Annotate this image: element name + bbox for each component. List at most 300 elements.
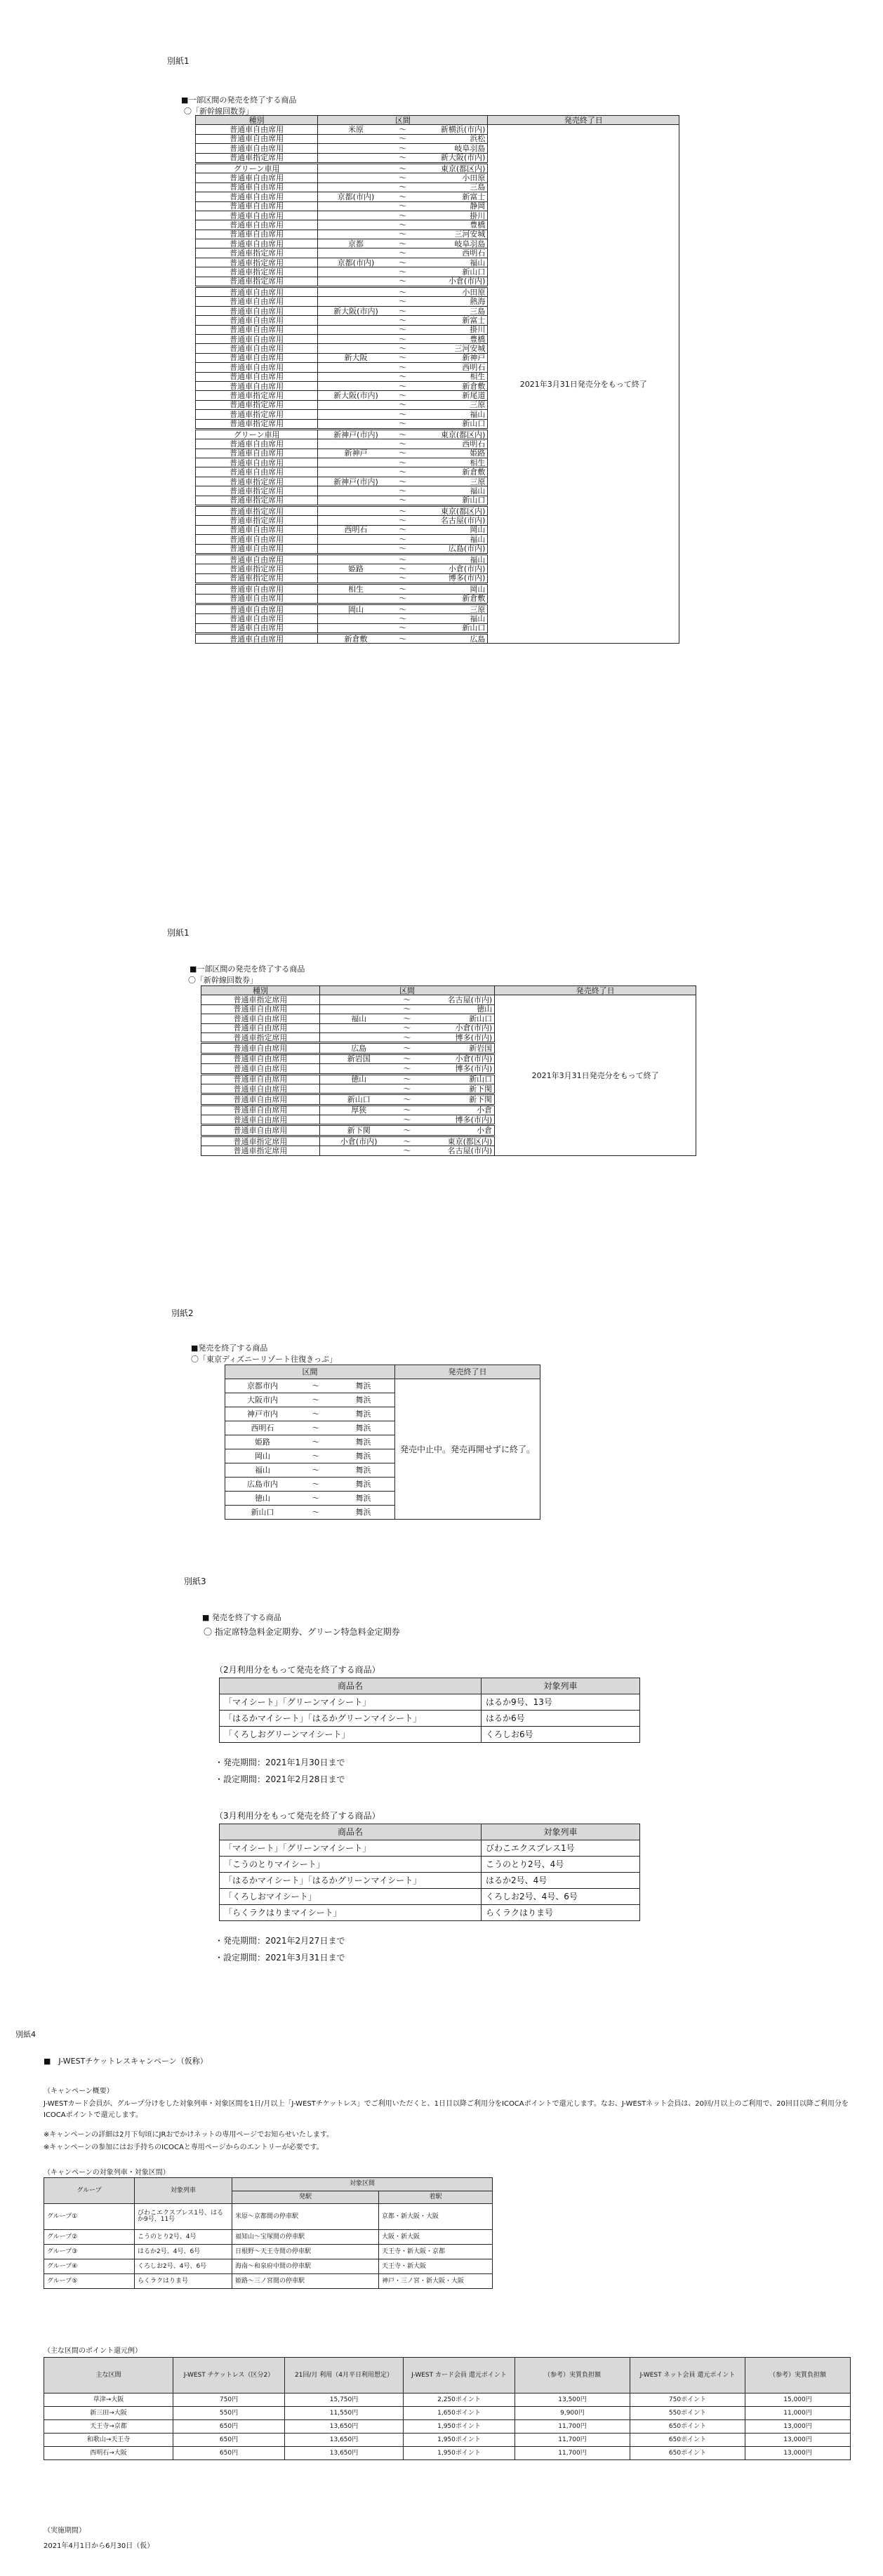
mar-title: （3月利用分をもって発売を終了する商品） (215, 1811, 380, 1821)
annex1a-label: 別紙1 (167, 56, 190, 66)
tilde-cell: ～ (394, 287, 412, 297)
from-cell (318, 211, 394, 220)
from-cell (318, 381, 394, 390)
points-title: （主な区間のポイント還元例） (44, 2347, 142, 2355)
col-to: 着駅 (379, 2191, 493, 2204)
tilde-cell: ～ (300, 1492, 332, 1506)
to-cell: 西明石 (412, 363, 488, 372)
tilde-cell: ～ (394, 248, 412, 258)
from-cell: 姫路 (225, 1435, 300, 1449)
from-cell (318, 297, 394, 306)
from-cell (318, 248, 394, 258)
tilde-cell: ～ (394, 372, 412, 381)
ticketless-cell: 650円 (173, 2434, 285, 2447)
from-cell (319, 1115, 397, 1125)
to-cell: 掛川 (412, 325, 488, 334)
from-cell: 福山 (319, 1014, 397, 1023)
to-cell: 小田原 (412, 173, 488, 182)
from-cell: 新神戸(市内) (318, 477, 394, 486)
net-ref-cell: 13,000円 (745, 2434, 851, 2447)
feb-table-body (220, 1694, 640, 1743)
tilde-cell: ～ (394, 516, 412, 525)
type-cell: 普通車指定席用 (196, 248, 318, 258)
to-cell: 博多(市内) (417, 1115, 495, 1125)
table-row (44, 2447, 851, 2460)
from-cell: 米原～京都間の停車駅 (232, 2204, 379, 2230)
to-cell: 東京(都区内) (412, 163, 488, 173)
monthly-cell: 15,750円 (285, 2394, 404, 2407)
to-cell: 小倉(市内) (412, 277, 488, 286)
net-ref-cell: 13,000円 (745, 2420, 851, 2434)
col-product: 商品名 (220, 1678, 482, 1694)
to-cell: 舞浜 (332, 1379, 395, 1393)
to-cell: 新横浜(市内) (412, 125, 488, 134)
annex2-sub: 〇「東京ディズニーリゾート往復きっぷ」 (191, 1355, 338, 1364)
annex1b-heading: ■一部区間の発売を終了する商品 (190, 964, 305, 974)
table-row (44, 2420, 851, 2434)
group-cell: グループ⑤ (44, 2274, 135, 2289)
from-cell (318, 554, 394, 564)
net-points-cell: 650ポイント (630, 2434, 745, 2447)
type-cell: 普通車自由席用 (201, 1074, 320, 1084)
group-cell: グループ④ (44, 2259, 135, 2274)
from-cell (318, 623, 394, 633)
groups-table (44, 2177, 493, 2289)
to-cell: 舞浜 (332, 1435, 395, 1449)
type-cell: 普通車自由席用 (196, 192, 318, 201)
trains-cell: くろしお2号、4号、6号 (482, 1889, 640, 1905)
type-cell: 普通車指定席用 (196, 573, 318, 583)
from-cell: 新大阪(市内) (318, 391, 394, 400)
to-cell: 名古屋(市内) (417, 1146, 495, 1155)
period-text: 2021年4月1日から6月30日（仮） (44, 2542, 154, 2550)
type-cell: 普通車自由席用 (201, 1064, 320, 1074)
feb-title: （2月利用分をもって発売を終了する商品） (215, 1665, 380, 1675)
from-cell (318, 173, 394, 182)
to-cell: 新岩国 (417, 1043, 495, 1054)
tilde-cell: ～ (398, 1014, 417, 1023)
card-points-cell: 1,650ポイント (404, 2407, 515, 2420)
type-cell: 普通車指定席用 (196, 477, 318, 486)
to-cell: 小倉(市内) (417, 1054, 495, 1063)
type-cell: 普通車指定席用 (201, 1146, 320, 1155)
from-cell (318, 594, 394, 604)
tilde-cell: ～ (300, 1421, 332, 1435)
col-net-points: J-WEST ネット会員 還元ポイント (630, 2358, 745, 2394)
tilde-cell: ～ (394, 344, 412, 353)
to-cell: 神戸・三ノ宮・新大阪・大阪 (379, 2274, 493, 2289)
type-cell: 普通車自由席用 (201, 1043, 320, 1054)
annex4-heading: ■ J-WESTチケットレスキャンペーン（仮称） (44, 2057, 208, 2066)
points-table-body (44, 2394, 851, 2460)
tilde-cell: ～ (394, 182, 412, 192)
tilde-cell: ～ (394, 467, 412, 477)
col-card-points: J-WEST カード会員 還元ポイント (404, 2358, 515, 2394)
net-points-cell: 550ポイント (630, 2407, 745, 2420)
col-trains: 対象列車 (482, 1824, 640, 1840)
type-cell: 普通車指定席用 (196, 516, 318, 525)
tilde-cell: ～ (300, 1379, 332, 1393)
col-group: グループ (44, 2178, 135, 2204)
tilde-cell: ～ (394, 429, 412, 439)
from-cell (318, 220, 394, 230)
to-cell: 博多(市内) (417, 1064, 495, 1074)
mar-table-body (220, 1840, 640, 1921)
to-cell: 豊橋 (412, 334, 488, 343)
table-row (44, 2394, 851, 2407)
net-points-cell: 650ポイント (630, 2420, 745, 2434)
to-cell: 西明石 (412, 439, 488, 449)
feb-note-set: ・設定期間：2021年2月28日まで (215, 1774, 345, 1784)
from-cell: 京都(市内) (318, 258, 394, 267)
to-cell: 舞浜 (332, 1463, 395, 1478)
tilde-cell: ～ (394, 594, 412, 604)
to-cell: 新倉敷 (412, 467, 488, 477)
to-cell: 小倉(市内) (412, 564, 488, 573)
from-cell: 日根野～天王寺間の停車駅 (232, 2245, 379, 2259)
type-cell: 普通車指定席用 (196, 258, 318, 267)
type-cell: 普通車自由席用 (196, 182, 318, 192)
annex2-label: 別紙2 (171, 1308, 194, 1318)
tilde-cell: ～ (394, 506, 412, 516)
tilde-cell: ～ (394, 496, 412, 505)
tilde-cell: ～ (398, 1136, 417, 1146)
type-cell: 普通車自由席用 (196, 334, 318, 343)
type-cell: 普通車自由席用 (196, 239, 318, 248)
col-section: 区間 (319, 986, 494, 995)
to-cell: 東京(都区内) (412, 506, 488, 516)
to-cell: 岡山 (412, 525, 488, 534)
annex4-label: 別紙4 (15, 2030, 36, 2039)
tilde-cell: ～ (394, 525, 412, 534)
type-cell: 普通車自由席用 (196, 287, 318, 297)
type-cell: グリーン車用 (196, 163, 318, 173)
tilde-cell: ～ (394, 316, 412, 325)
from-cell: 姫路 (318, 564, 394, 573)
annex2-table-body (225, 1379, 540, 1520)
points-table (44, 2357, 851, 2460)
tilde-cell: ～ (398, 1054, 417, 1063)
from-cell (318, 458, 394, 467)
to-cell: 三河安城 (412, 230, 488, 239)
tilde-cell: ～ (398, 1074, 417, 1084)
to-cell: 舞浜 (332, 1506, 395, 1520)
tilde-cell: ～ (398, 1033, 417, 1042)
type-cell: 普通車自由席用 (196, 316, 318, 325)
card-ref-cell: 11,700円 (515, 2434, 630, 2447)
col-sections: 対象区間 (232, 2178, 493, 2191)
tilde-cell: ～ (394, 277, 412, 286)
from-cell (318, 372, 394, 381)
monthly-cell: 11,550円 (285, 2407, 404, 2420)
product-cell: 「マイシート」「グリーンマイシート」 (220, 1694, 482, 1711)
tilde-cell: ～ (394, 439, 412, 449)
col-type: 種別 (201, 986, 320, 995)
from-cell: 小倉(市内) (319, 1136, 397, 1146)
to-cell: 福山 (412, 410, 488, 419)
from-cell (318, 614, 394, 623)
overview-note-1: ※キャンペーンの詳細は2月下旬頃にJRおでかけネットの専用ページでお知らせいたします。 (44, 2131, 334, 2139)
type-cell: 普通車自由席用 (196, 306, 318, 315)
table-row (44, 2259, 493, 2274)
net-points-cell: 650ポイント (630, 2447, 745, 2460)
from-cell (318, 506, 394, 516)
from-cell: 新大阪(市内) (318, 306, 394, 315)
to-cell: 新山口 (412, 623, 488, 633)
groups-title: （キャンペーンの対象列車・対象区間） (44, 2169, 170, 2177)
tilde-cell: ～ (394, 458, 412, 467)
from-cell: 相生 (318, 584, 394, 594)
product-cell: 「はるかマイシート」「はるかグリーンマイシート」 (220, 1711, 482, 1727)
trains-cell: びわこエクスプレス1号、はるか9号、11号 (135, 2204, 232, 2230)
net-ref-cell: 15,000円 (745, 2394, 851, 2407)
to-cell: 名古屋(市内) (412, 516, 488, 525)
col-end-date: 発売終了日 (395, 1365, 540, 1379)
to-cell: 岐阜羽島 (412, 144, 488, 153)
to-cell: 姫路 (412, 449, 488, 458)
table-row (196, 125, 679, 134)
tilde-cell: ～ (398, 1004, 417, 1014)
to-cell: 小倉 (417, 1105, 495, 1115)
card-points-cell: 1,950ポイント (404, 2447, 515, 2460)
to-cell: 相生 (412, 458, 488, 467)
from-cell: 新岩国 (319, 1054, 397, 1063)
from-cell (318, 496, 394, 505)
table-row (44, 2230, 493, 2245)
to-cell: 掛川 (412, 211, 488, 220)
col-card-ref: （参考）実質負担額 (515, 2358, 630, 2394)
table-row (225, 1379, 540, 1393)
type-cell: 普通車自由席用 (201, 1054, 320, 1063)
card-ref-cell: 11,700円 (515, 2447, 630, 2460)
card-ref-cell: 13,500円 (515, 2394, 630, 2407)
from-cell (318, 325, 394, 334)
to-cell: 舞浜 (332, 1407, 395, 1421)
tilde-cell: ～ (394, 381, 412, 390)
type-cell: 普通車自由席用 (196, 173, 318, 182)
type-cell: 普通車自由席用 (196, 372, 318, 381)
monthly-cell: 13,650円 (285, 2447, 404, 2460)
type-cell: 普通車自由席用 (196, 594, 318, 604)
tilde-cell: ～ (394, 153, 412, 163)
table-row (220, 1889, 640, 1905)
to-cell: 三原 (412, 604, 488, 613)
from-cell (318, 467, 394, 477)
type-cell: 普通車自由席用 (196, 381, 318, 390)
tilde-cell: ～ (394, 614, 412, 623)
from-cell: 福知山～宝塚間の停車駅 (232, 2230, 379, 2245)
to-cell: 天王寺・新大阪 (379, 2259, 493, 2274)
from-cell: 米原 (318, 125, 394, 134)
annex1b-table (201, 985, 696, 1156)
type-cell: 普通車指定席用 (196, 506, 318, 516)
group-cell: グループ② (44, 2230, 135, 2245)
ticketless-cell: 550円 (173, 2407, 285, 2420)
type-cell: 普通車指定席用 (201, 995, 320, 1004)
to-cell: 広島(市内) (412, 544, 488, 554)
annex1b-label: 別紙1 (167, 928, 190, 938)
section-cell: 草津→大阪 (44, 2394, 173, 2407)
col-trains: 対象列車 (135, 2178, 232, 2204)
tilde-cell: ～ (300, 1463, 332, 1478)
mar-note-sale: ・発売期間：2021年2月27日まで (215, 1936, 345, 1946)
from-cell (319, 1064, 397, 1074)
tilde-cell: ～ (394, 419, 412, 429)
tilde-cell: ～ (394, 134, 412, 143)
annex1a-table (195, 115, 679, 644)
table-row (44, 2434, 851, 2447)
tilde-cell: ～ (394, 163, 412, 173)
to-cell: 舞浜 (332, 1393, 395, 1407)
to-cell: 博多(市内) (417, 1033, 495, 1042)
tilde-cell: ～ (394, 334, 412, 343)
table-row (44, 2274, 493, 2289)
ticketless-cell: 750円 (173, 2394, 285, 2407)
tilde-cell: ～ (394, 554, 412, 564)
tilde-cell: ～ (394, 306, 412, 315)
annex2-table (225, 1365, 540, 1520)
to-cell: 福山 (412, 486, 488, 496)
to-cell: 新山口 (412, 496, 488, 505)
type-cell: 普通車自由席用 (196, 614, 318, 623)
from-cell: 姫路～三ノ宮間の停車駅 (232, 2274, 379, 2289)
type-cell: 普通車自由席用 (196, 584, 318, 594)
tilde-cell: ～ (398, 1084, 417, 1094)
annex2-table-wrap (225, 1365, 540, 1520)
to-cell: 岐阜羽島 (412, 239, 488, 248)
to-cell: 京都・新大阪・大阪 (379, 2204, 493, 2230)
to-cell: 豊橋 (412, 220, 488, 230)
from-cell (318, 153, 394, 163)
col-section: 主な区間 (44, 2358, 173, 2394)
from-cell (318, 267, 394, 277)
col-monthly: 21回/月 利用（4月平日利用想定） (285, 2358, 404, 2394)
type-cell: 普通車指定席用 (196, 486, 318, 496)
table-row (220, 1711, 640, 1727)
from-cell (319, 1033, 397, 1042)
from-cell: 新神戸(市内) (318, 429, 394, 439)
annex1a-sub: 〇「新幹線回数券」 (184, 107, 253, 116)
annex2-heading: ■発売を終了する商品 (191, 1343, 268, 1353)
from-cell: 京都 (318, 239, 394, 248)
tilde-cell: ～ (300, 1435, 332, 1449)
table-row (220, 1905, 640, 1921)
type-cell: 普通車自由席用 (196, 525, 318, 534)
product-cell: 「マイシート」「グリーンマイシート」 (220, 1840, 482, 1857)
from-cell: 広島市内 (225, 1478, 300, 1492)
end-date-cell: 発売中止中。発売再開せずに終了。 (395, 1379, 540, 1520)
type-cell: 普通車自由席用 (196, 623, 318, 633)
type-cell: 普通車自由席用 (201, 1105, 320, 1115)
from-cell (318, 410, 394, 419)
annex3-heading: ■ 発売を終了する商品 (202, 1613, 281, 1622)
monthly-cell: 13,650円 (285, 2434, 404, 2447)
net-points-cell: 750ポイント (630, 2394, 745, 2407)
to-cell: 舞浜 (332, 1421, 395, 1435)
groups-table-wrap (44, 2177, 493, 2289)
tilde-cell: ～ (398, 1064, 417, 1074)
to-cell: 新山口 (412, 419, 488, 429)
feb-table (219, 1678, 640, 1743)
to-cell: 東京(都区内) (417, 1136, 495, 1146)
trains-cell: はるか6号 (482, 1711, 640, 1727)
trains-cell: らくラクはりま号 (482, 1905, 640, 1921)
type-cell: 普通車自由席用 (196, 211, 318, 220)
tilde-cell: ～ (300, 1407, 332, 1421)
annex1b-table-wrap (201, 985, 696, 1156)
from-cell: 京都市内 (225, 1379, 300, 1393)
group-cell: グループ③ (44, 2245, 135, 2259)
from-cell: 京都(市内) (318, 192, 394, 201)
group-cell: グループ① (44, 2204, 135, 2230)
tilde-cell: ～ (398, 1146, 417, 1155)
type-cell: 普通車自由席用 (201, 1014, 320, 1023)
from-cell (319, 1023, 397, 1033)
to-cell: 新倉敷 (412, 594, 488, 604)
to-cell: 東京(都区内) (412, 429, 488, 439)
from-cell: 新倉敷 (318, 634, 394, 644)
type-cell: 普通車自由席用 (196, 554, 318, 564)
from-cell (319, 1004, 397, 1014)
to-cell: 福山 (412, 614, 488, 623)
product-cell: 「らくラクはりまマイシート」 (220, 1905, 482, 1921)
product-cell: 「くろしおマイシート」 (220, 1889, 482, 1905)
period-title: （実施期間） (44, 2527, 86, 2535)
type-cell: 普通車指定席用 (201, 1136, 320, 1146)
tilde-cell: ～ (394, 564, 412, 573)
from-cell: 徳山 (319, 1074, 397, 1084)
from-cell (319, 1084, 397, 1094)
type-cell: 普通車指定席用 (196, 410, 318, 419)
type-cell: 普通車自由席用 (196, 230, 318, 239)
from-cell (318, 400, 394, 409)
trains-cell: らくラクはりま号 (135, 2274, 232, 2289)
from-cell (318, 144, 394, 153)
type-cell: 普通車自由席用 (196, 125, 318, 134)
overview-note-2: ※キャンペーンの参加にはお手持ちのICOCAと専用ページからのエントリーが必要です。 (44, 2144, 324, 2151)
tilde-cell: ～ (394, 391, 412, 400)
tilde-cell: ～ (394, 239, 412, 248)
tilde-cell: ～ (394, 544, 412, 554)
groups-table-body (44, 2204, 493, 2289)
tilde-cell: ～ (394, 211, 412, 220)
to-cell: 舞浜 (332, 1449, 395, 1463)
tilde-cell: ～ (394, 192, 412, 201)
annex1a-table-wrap (195, 115, 679, 644)
tilde-cell: ～ (394, 125, 412, 134)
card-points-cell: 1,950ポイント (404, 2434, 515, 2447)
table-row (44, 2245, 493, 2259)
type-cell: 普通車自由席用 (196, 144, 318, 153)
to-cell: 小倉 (417, 1125, 495, 1136)
annex1b-sub: 〇「新幹線回数券」 (188, 976, 258, 985)
from-cell (318, 439, 394, 449)
from-cell (318, 134, 394, 143)
from-cell: 厚狭 (319, 1105, 397, 1115)
col-end-date: 発売終了日 (495, 986, 696, 995)
col-ticketless: J-WEST チケットレス（区分2） (173, 2358, 285, 2394)
tilde-cell: ～ (394, 584, 412, 594)
annex1a-heading: ■一部区間の発売を終了する商品 (181, 95, 297, 105)
card-points-cell: 1,950ポイント (404, 2420, 515, 2434)
col-net-ref: （参考）実質負担額 (745, 2358, 851, 2394)
section-cell: 和歌山→天王寺 (44, 2434, 173, 2447)
mar-table-wrap (219, 1824, 640, 1921)
tilde-cell: ～ (394, 400, 412, 409)
table-row (44, 2407, 851, 2420)
type-cell: 普通車自由席用 (196, 535, 318, 544)
col-end-date: 発売終了日 (488, 116, 679, 125)
